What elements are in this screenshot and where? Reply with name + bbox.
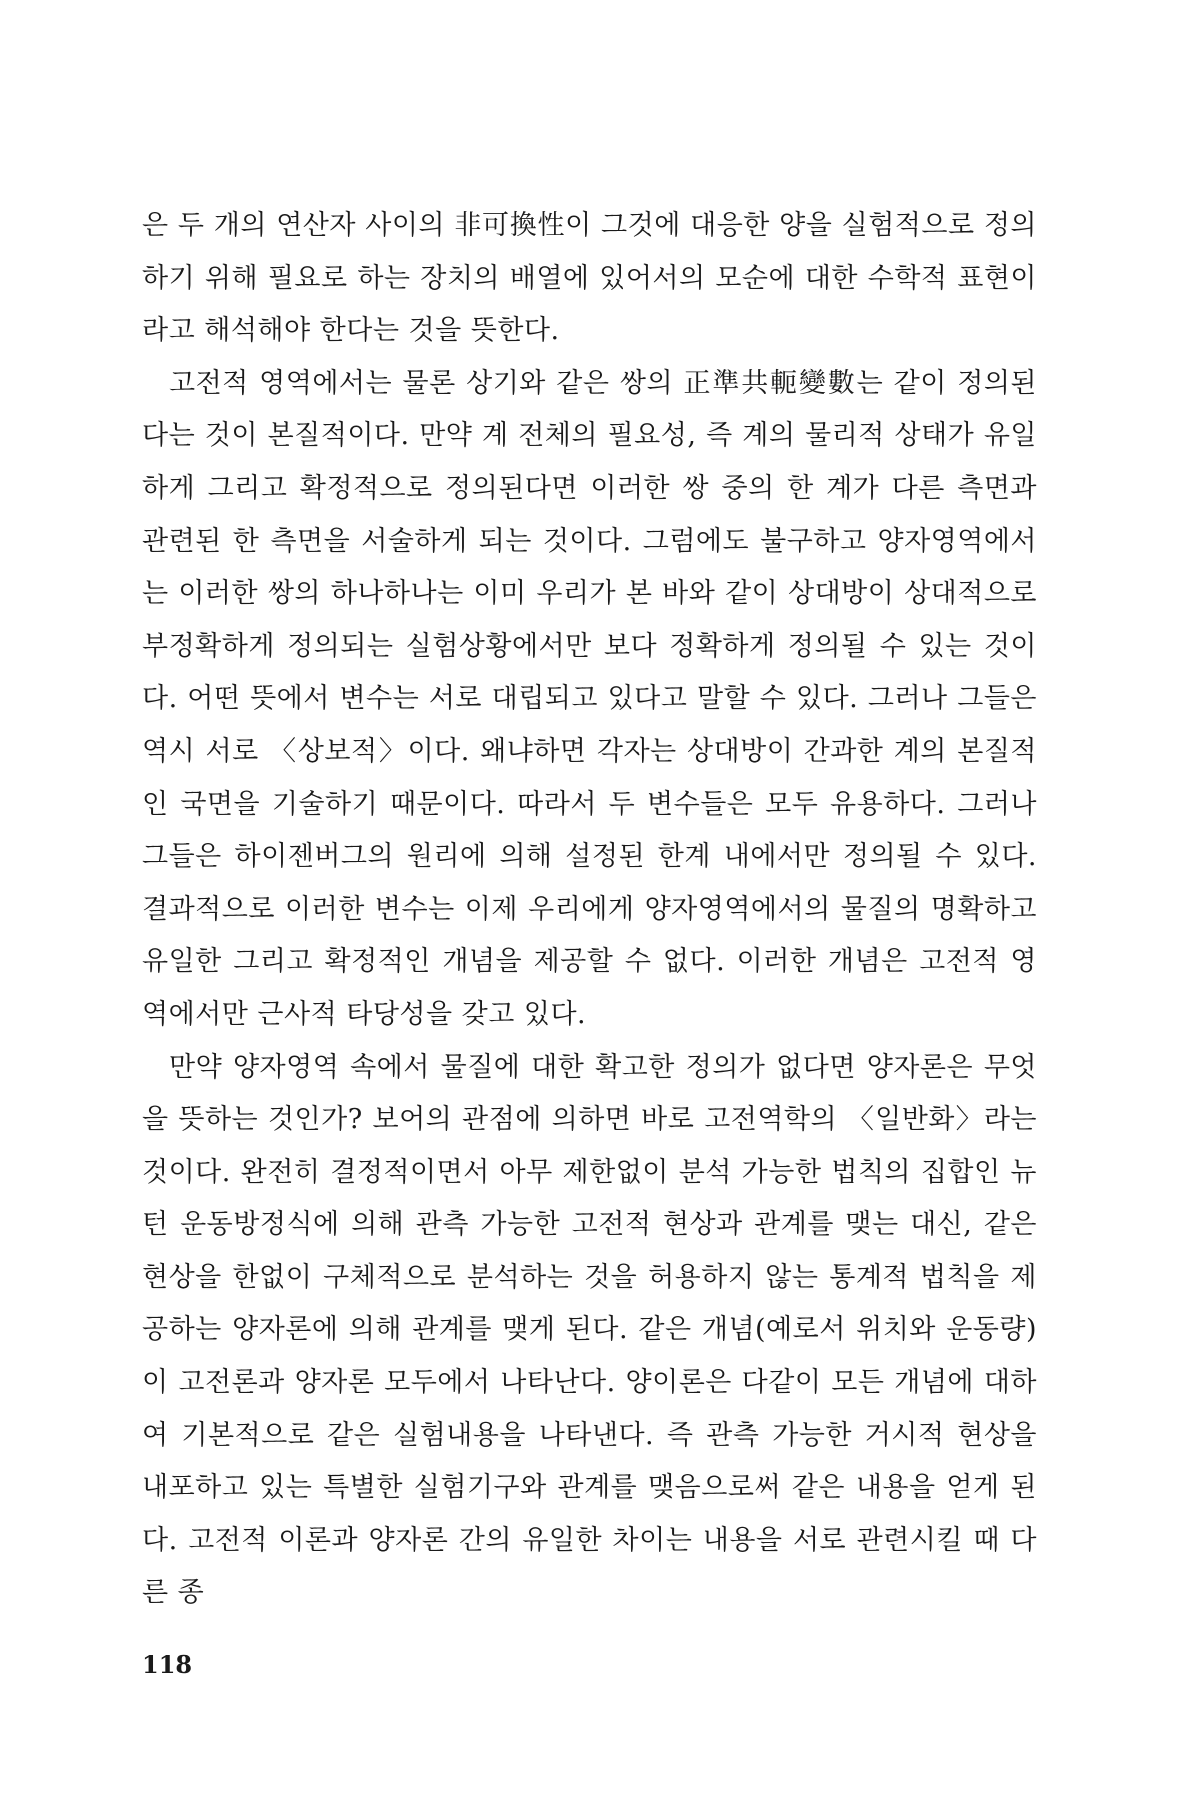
page-number: 118 xyxy=(142,1650,193,1679)
paragraph-quantum-theory: 만약 양자영역 속에서 물질에 대한 확고한 정의가 없다면 양자론은 무엇을 뜻하는 것인가? 보어의 관점에 의하면 바로 고전역학의 〈일반화〉라는 것이다. 완전히 결정적이면서 아무 제한없이 분석 가능한 법칙의 집합인 뉴턴 운동방정식에 의해 관측 가능한 고전적 현상과 관계를 맺는 대신, 같은 현상을 한없이 구체적으로 분석하는 것을 허용하지 않는 통계적 법칙을 제공하는 양자론에 의해 관계를 맺게 된다. 같은 개념(예로서 위치와 운동량)이 고전론과 양자론 모두에서 나타난다. 양이론은 다같이 모든 개념에 대하여 기본적으로 같은 실험내용을 나타낸다. 즉 관측 가능한 거시적 현상을 내포하고 있는 특별한 실험기구와 관계를 맺음으로써 같은 내용을 얻게 된다. 고전적 이론과 양자론 간의 유일한 차이는 내용을 서로 관련시킬 때 다른 종 xyxy=(142,1051,1037,1609)
paragraph-classical-domain: 고전적 영역에서는 물론 상기와 같은 쌍의 正準共軛變數는 같이 정의된다는 것이 본질적이다. 만약 계 전체의 필요성, 즉 계의 물리적 상태가 유일하게 그리고 확정적으로 정의된다면 이러한 쌍 중의 한 계가 다른 측면과 관련된 한 측면을 서술하게 되는 것이다. 그럼에도 불구하고 양자영역에서는 이러한 쌍의 하나하나는 이미 우리가 본 바와 같이 상대방이 상대적으로 부정확하게 정의되는 실험상황에서만 보다 정확하게 정의될 수 있는 것이다. 어떤 뜻에서 변수는 서로 대립되고 있다고 말할 수 있다. 그러나 그들은 역시 서로 〈상보적〉이다. 왜냐하면 각자는 상대방이 간과한 계의 본질적인 국면을 기술하기 때문이다. 따라서 두 변수들은 모두 유용하다. 그러나 그들은 하이젠버그의 원리에 의해 설정된 한계 내에서만 정의될 수 있다. 결과적으로 이러한 변수는 이제 우리에게 양자영역에서의 물질의 명확하고 유일한 그리고 확정적인 개념을 제공할 수 없다. 이러한 개념은 고전적 영역에서만 근사적 타당성을 갖고 있다. xyxy=(142,367,1037,1030)
body-text xyxy=(142,200,1037,1620)
paragraph-continued: 은 두 개의 연산자 사이의 非可換性이 그것에 대응한 양을 실험적으로 정의하기 위해 필요로 하는 장치의 배열에 있어서의 모순에 대한 수학적 표현이라고 해석해야 한다는 것을 뜻한다. xyxy=(142,210,1037,347)
